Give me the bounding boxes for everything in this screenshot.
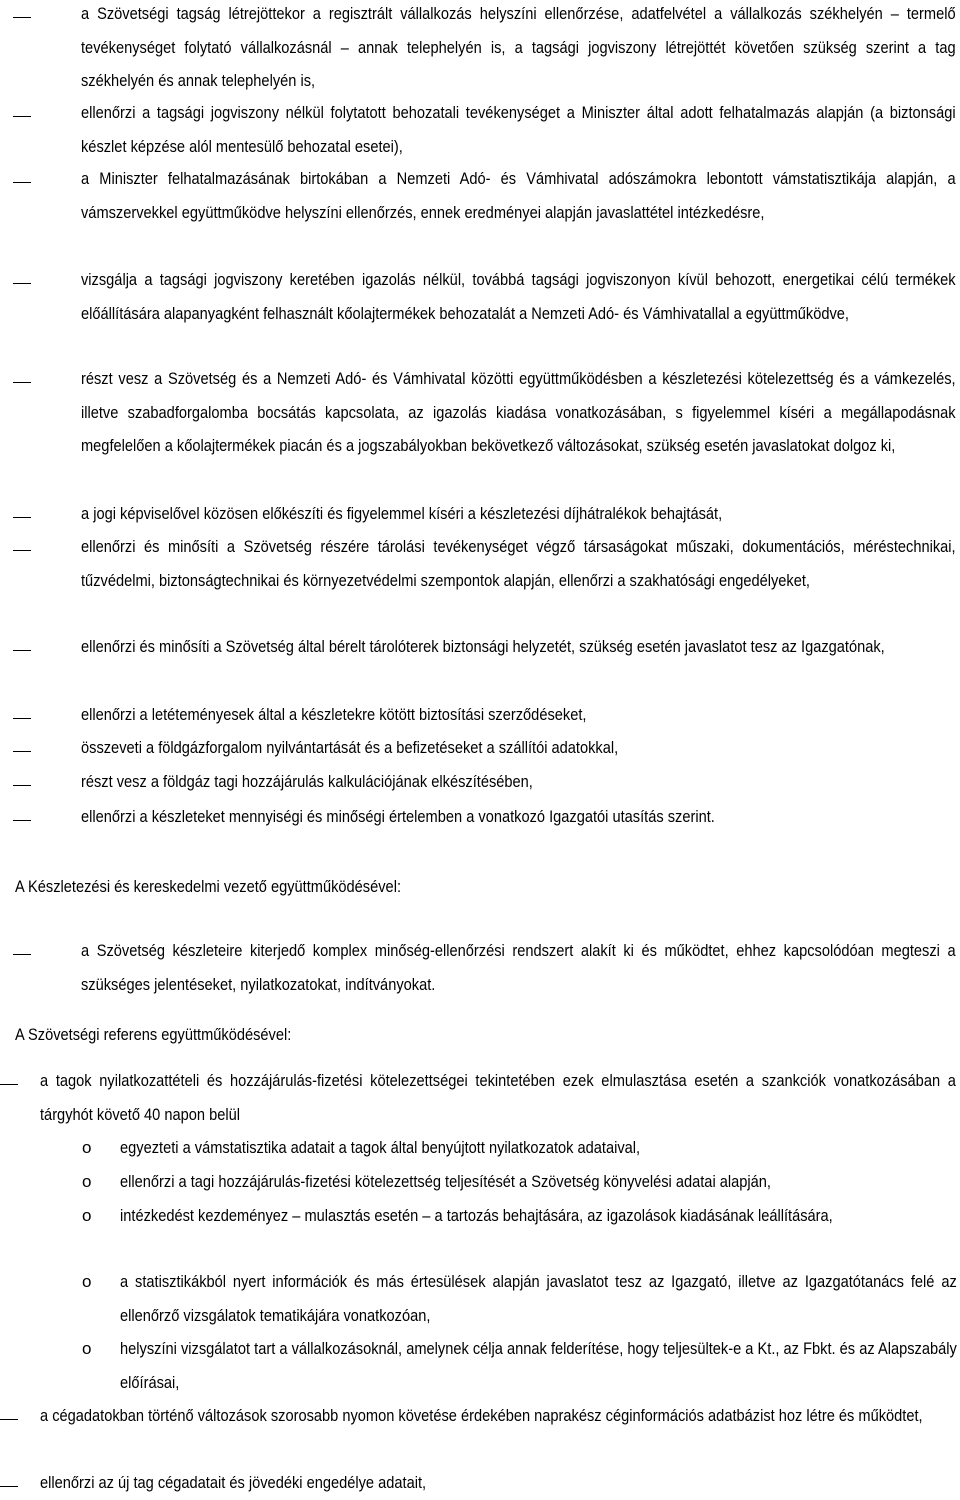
- list-item: [81, 162, 956, 229]
- list-item-text: összeveti a földgázforgalom nyilvántartását és a befizetéseket a szállítói adatokkal,: [81, 738, 619, 757]
- dash-bullet: [13, 517, 31, 518]
- dash-bullet: [13, 820, 31, 821]
- list-item-text: ellenőrzi és minősíti a Szövetség részére tárolási tevékenységet végző társaságokat műszaki, dokumentációs, méréstechnikai, tűzvédelmi, biztonságtechnikai és környezetvédelmi szempontok alapján, ellenőrzi a szakhatósági engedélyeket,: [81, 537, 956, 590]
- dash-bullet: [0, 1084, 18, 1085]
- list-item-text: a Szövetség készleteire kiterjedő komplex minőség-ellenőrzési rendszert alakít ki és működtet, ehhez kapcsolódóan megteszi a szükséges jelentéseket, nyilatkozatokat, indítványokat.: [81, 941, 956, 994]
- list-item: [81, 765, 956, 799]
- dash-bullet: [13, 718, 31, 719]
- dash-bullet: [0, 1486, 18, 1487]
- list-item-text: vizsgálja a tagsági jogviszony keretében igazolás nélkül, továbbá tagsági jogviszonyon kívül behozott, energetikai célú termékek előállítására alapanyagként felhasznált kőolajtermékek behozatalát a Nemzeti Adó- és Vámhivatallal a együttműködve,: [81, 270, 956, 323]
- list-item: [81, 530, 956, 597]
- dash-bullet: [13, 182, 31, 183]
- list-item-text: a cégadatokban történő változások szorosabb nyomon követése érdekében naprakész céginformációs adatbázist hoz létre és működtet,: [40, 1406, 923, 1425]
- circle-bullet: o: [82, 1172, 92, 1191]
- circle-bullet: o: [82, 1339, 92, 1358]
- section-heading: A Szövetségi referens együttműködésével:: [15, 1025, 292, 1044]
- list-item: [81, 698, 956, 732]
- dash-bullet: [13, 116, 31, 117]
- list-item-text: részt vesz a Szövetség és a Nemzeti Adó- és Vámhivatal közötti együttműködésben a készletezési kötelezettség és a vámkezelés, illetve szabadforgalomba bocsátás kapcsolata, az igazolás kiadása vonatkozásában, s figyelemmel kíséri a megállapodásnak megfelelően a kőolajtermékek piacán és a jogszabályokban bekövetkező változásokat, szükség esetén javaslatokat dolgoz ki,: [81, 369, 956, 456]
- list-item-text: a tagok nyilatkozattételi és hozzájárulás-fizetési kötelezettségei tekintetében ezek elmulasztása esetén a szankciók vonatkozásában a tárgyhót követő 40 napon belül: [40, 1071, 956, 1124]
- section-heading: A Készletezési és kereskedelmi vezető együttműködésével:: [15, 877, 402, 896]
- dash-bullet: [13, 283, 31, 284]
- sub-list-item: [120, 1265, 957, 1332]
- list-item-text: ellenőrzi és minősíti a Szövetség által bérelt tárolóterek biztonsági helyzetét, szükség esetén javaslatot tesz az Igazgatónak,: [81, 637, 885, 656]
- list-item-text: egyezteti a vámstatisztika adatait a tagok által benyújtott nyilatkozatok adataival,: [120, 1138, 641, 1157]
- list-item: [81, 263, 956, 330]
- sub-list-item: [120, 1332, 957, 1399]
- list-item-text: ellenőrzi a tagsági jogviszony nélkül folytatott behozatali tevékenységet a Miniszter által adott felhatalmazás alapján (a biztonsági készlet képzése alól mentesülő behozatal esetei),: [81, 103, 956, 156]
- list-item: [81, 800, 956, 834]
- dash-bullet: [13, 650, 31, 651]
- dash-bullet: [13, 954, 31, 955]
- list-item-text: részt vesz a földgáz tagi hozzájárulás kalkulációjának elkészítésében,: [81, 772, 533, 791]
- list-item: [40, 1466, 956, 1500]
- list-item-text: intézkedést kezdeményez – mulasztás esetén – a tartozás behajtására, az igazolások kiadásának leállítására,: [120, 1206, 833, 1225]
- list-item: [81, 630, 956, 664]
- list-item: [81, 96, 956, 163]
- list-item: [81, 731, 956, 765]
- list-item: [81, 497, 956, 531]
- circle-bullet: o: [82, 1272, 92, 1291]
- dash-bullet: [13, 751, 31, 752]
- circle-bullet: o: [82, 1206, 92, 1225]
- sub-list-item: [120, 1131, 957, 1165]
- dash-bullet: [13, 382, 31, 383]
- dash-bullet: [0, 1419, 18, 1420]
- list-item: [81, 0, 956, 98]
- list-item-text: a Szövetségi tagság létrejöttekor a regisztrált vállalkozás helyszíni ellenőrzése, adatfelvétel a vállalkozás székhelyén – termelő tevékenységet folytató vállalkozásnál – annak telephelyén is, a tagsági jogviszony létrejöttét követően szükség szerint a tag székhelyén és annak telephelyén is,: [81, 4, 956, 91]
- list-item-text: ellenőrzi a készleteket mennyiségi és minőségi értelemben a vonatkozó Igazgatói utasítás szerint.: [81, 807, 715, 826]
- list-item-text: ellenőrzi az új tag cégadatait és jövedéki engedélye adatait,: [40, 1473, 427, 1492]
- sub-list-item: [120, 1199, 957, 1233]
- list-item: [81, 934, 956, 1001]
- dash-bullet: [13, 785, 31, 786]
- list-item-text: helyszíni vizsgálatot tart a vállalkozásoknál, amelynek célja annak felderítése, hogy teljesültek-e a Kt., az Fbkt. és az Alapszabály előírásai,: [120, 1339, 957, 1392]
- circle-bullet: o: [82, 1138, 92, 1157]
- dash-bullet: [13, 17, 31, 18]
- list-item-text: a statisztikákból nyert információk és más értesülések alapján javaslatot tesz az Igazgató, illetve az Igazgatótanács felé az ellenőrző vizsgálatok tematikájára vonatkozóan,: [120, 1272, 957, 1325]
- list-item: [81, 362, 956, 463]
- dash-bullet: [13, 550, 31, 551]
- list-item-text: ellenőrzi a tagi hozzájárulás-fizetési kötelezettség teljesítését a Szövetség könyvelési adatai alapján,: [120, 1172, 771, 1191]
- list-item-text: ellenőrzi a letéteményesek által a készletekre kötött biztosítási szerződéseket,: [81, 705, 587, 724]
- list-item: [40, 1064, 956, 1131]
- list-item: [40, 1399, 956, 1433]
- sub-list-item: [120, 1165, 957, 1199]
- list-item-text: a Miniszter felhatalmazásának birtokában a Nemzeti Adó- és Vámhivatal adószámokra lebontott vámstatisztikája alapján, a vámszervekkel együttműködve helyszíni ellenőrzés, ennek eredményei alapján javaslattétel intézkedésre,: [81, 169, 956, 222]
- list-item-text: a jogi képviselővel közösen előkészíti és figyelemmel kíséri a készletezési díjhátralékok behajtását,: [81, 504, 723, 523]
